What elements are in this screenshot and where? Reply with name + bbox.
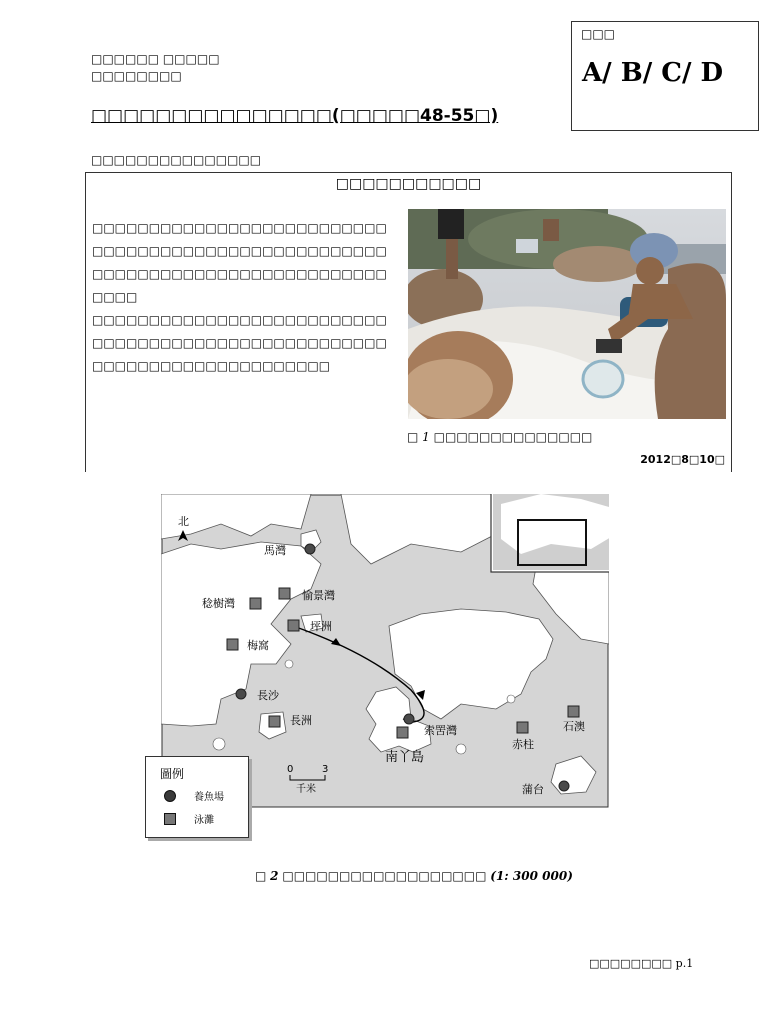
news-paragraph: □□□□□□□□□□□□□□□□□□□□□□□□□□□□□□□□□□□□□□□□□□□□□□□□□□□□□□□□□□□□□□□□□□□□□□□□□ xyxy=(92,313,387,373)
beach-shek-o xyxy=(568,706,579,717)
label-cheung-sha: 長沙 xyxy=(257,689,279,702)
beach-yi-king xyxy=(279,588,290,599)
intro-line: □□□□□□□□□□□□□□□ xyxy=(91,153,262,167)
legend-beach: 泳灘 xyxy=(194,815,214,826)
scale-unit: 千米 xyxy=(296,784,316,795)
photo-caption xyxy=(407,430,592,444)
beach-peng-chau xyxy=(288,620,299,631)
map-caption-number: 2 xyxy=(270,869,279,883)
legend-beach-icon xyxy=(164,813,176,825)
map-legend xyxy=(145,756,249,838)
label-ma-wan: 馬灣 xyxy=(264,544,286,557)
beach-cheung-chau xyxy=(269,716,280,727)
map-caption-prefix: □ xyxy=(255,869,267,883)
fish-farm-cheung-sha xyxy=(236,689,246,699)
map-caption-scale: (1: 300 000) xyxy=(490,869,573,883)
worksheet-title: □□□□□□□□□□□□□□□(□□□□□48-55□) xyxy=(91,106,499,126)
grade-box xyxy=(571,21,759,131)
news-headline: □□□□□□□□□□□ xyxy=(335,176,482,192)
label-cheung-chau: 長洲 xyxy=(290,714,312,727)
north-label: 北 xyxy=(178,515,189,528)
grade-label: □□□ xyxy=(581,27,616,41)
label-lamma: 南丫島 xyxy=(385,750,425,765)
label-mui-wo: 梅窩 xyxy=(247,639,269,652)
news-date: 2012□8□10□ xyxy=(640,453,725,466)
legend-title: 圖例 xyxy=(160,767,185,781)
label-shek-o: 石澳 xyxy=(563,720,585,733)
footer-text: □□□□□□□□ xyxy=(589,957,673,970)
fish-farm-sok-kwu-wan xyxy=(404,714,414,724)
beach-lamma xyxy=(397,727,408,738)
beach-stanley xyxy=(517,722,528,733)
grade-options: A/ B/ C/ D xyxy=(582,58,724,88)
map-caption-text: □□□□□□□□□□□□□□□□□□ xyxy=(282,869,487,883)
inset-map xyxy=(491,494,609,572)
label-peng-chau: 坪洲 xyxy=(310,620,332,633)
label-yi-king: 愉景灣 xyxy=(302,589,335,602)
news-box xyxy=(85,172,732,472)
fish-farm-ma-wan xyxy=(305,544,315,554)
beach-tsung-shue xyxy=(250,598,261,609)
class-line: □□□□□□□□ xyxy=(91,69,182,83)
news-photo xyxy=(408,209,726,419)
photo-caption-text: □□□□□□□□□□□□□□ xyxy=(433,430,593,444)
page-footer xyxy=(589,957,693,970)
label-stanley: 赤柱 xyxy=(512,738,534,751)
photo-caption-prefix: □ xyxy=(407,430,419,444)
fish-farm-po-toi xyxy=(559,781,569,791)
school-name: □□□□□□ □□□□□ xyxy=(91,52,220,66)
scale-end: 3 xyxy=(322,764,329,775)
label-sok-kwu-wan: 索罟灣 xyxy=(424,724,457,737)
legend-fish-farm-icon xyxy=(164,790,176,802)
legend-fish-farm: 養魚場 xyxy=(194,792,224,803)
label-tsung-shue: 稔樹灣 xyxy=(202,597,235,610)
beach-mui-wo xyxy=(227,639,238,650)
news-paragraph: □□□□□□□□□□□□□□□□□□□□□□□□□□□□□□□□□□□□□□□□□□□□□□□□□□□□□□□□□□□□□□□□□□□□□□□□□□□□□□□□□□ xyxy=(92,221,387,304)
map-figure xyxy=(160,494,609,826)
photo-caption-number: 1 xyxy=(422,430,430,444)
label-po-toi: 蒲台 xyxy=(522,783,544,796)
scale-start: 0 xyxy=(287,764,294,775)
page-number: p.1 xyxy=(675,957,694,970)
map-caption xyxy=(255,869,573,883)
news-text xyxy=(92,217,390,378)
